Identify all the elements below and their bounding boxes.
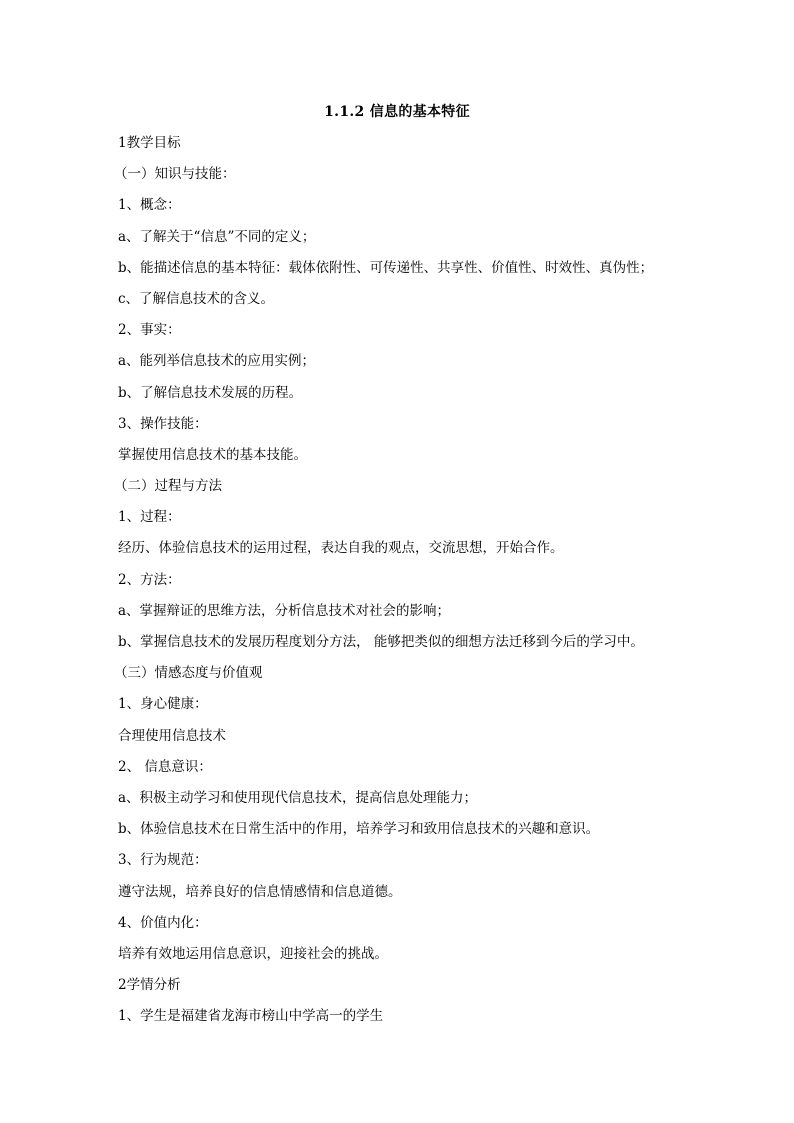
text-line: a、了解关于“信息”不同的定义； bbox=[118, 228, 316, 245]
text-line: 1、过程： bbox=[118, 509, 181, 526]
document-body bbox=[114, 133, 718, 1037]
text-line: 2、事实： bbox=[118, 322, 181, 339]
text-line: 4、价值内化： bbox=[118, 914, 208, 931]
text-line: 1、学生是福建省龙海市榜山中学高一的学生 bbox=[118, 1008, 384, 1025]
text-line: b、了解信息技术发展的历程。 bbox=[118, 384, 303, 401]
text-line: 经历、体验信息技术的运用过程，表达自我的观点，交流思想，开始合作。 bbox=[118, 540, 564, 557]
text-line: 1、身心健康： bbox=[118, 696, 208, 713]
text-line: b、能描述信息的基本特征：载体依附性、可传递性、共享性、价值性、时效性、真伪性； bbox=[118, 259, 654, 276]
text-line: 2、方法： bbox=[118, 571, 181, 588]
text-line: b、掌握信息技术的发展历程度划分方法， 能够把类似的细想方法迁移到今后的学习中。 bbox=[118, 634, 644, 650]
text-line: a、能列举信息技术的应用实例； bbox=[118, 353, 316, 370]
text-line: 3、操作技能： bbox=[118, 415, 208, 432]
text-line: 1、概念： bbox=[118, 197, 181, 214]
text-line: （三）情感态度与价值观 bbox=[114, 665, 263, 682]
text-line: （二）过程与方法 bbox=[114, 478, 222, 495]
text-line: 2、 信息意识： bbox=[118, 758, 212, 775]
text-line: a、积极主动学习和使用现代信息技术，提高信息处理能力； bbox=[118, 789, 478, 806]
text-line: 培养有效地运用信息意识，迎接社会的挑战。 bbox=[118, 945, 388, 962]
text-line: 合理使用信息技术 bbox=[118, 727, 226, 744]
text-line: （一）知识与技能： bbox=[114, 166, 236, 183]
text-line: b、体验信息技术在日常生活中的作用，培养学习和致用信息技术的兴趣和意识。 bbox=[118, 821, 600, 838]
text-line: a、掌握辩证的思维方法，分析信息技术对社会的影响； bbox=[118, 602, 451, 619]
text-line: 2学情分析 bbox=[118, 977, 181, 994]
text-line: c、了解信息技术的含义。 bbox=[118, 290, 275, 307]
text-line: 1教学目标 bbox=[118, 135, 181, 151]
text-line: 3、行为规范： bbox=[118, 852, 208, 869]
text-line: 遵守法规，培养良好的信息情感情和信息道德。 bbox=[118, 883, 402, 900]
document-title: 1.1.2 信息的基本特征 bbox=[324, 104, 470, 120]
text-line: 掌握使用信息技术的基本技能。 bbox=[118, 446, 307, 463]
